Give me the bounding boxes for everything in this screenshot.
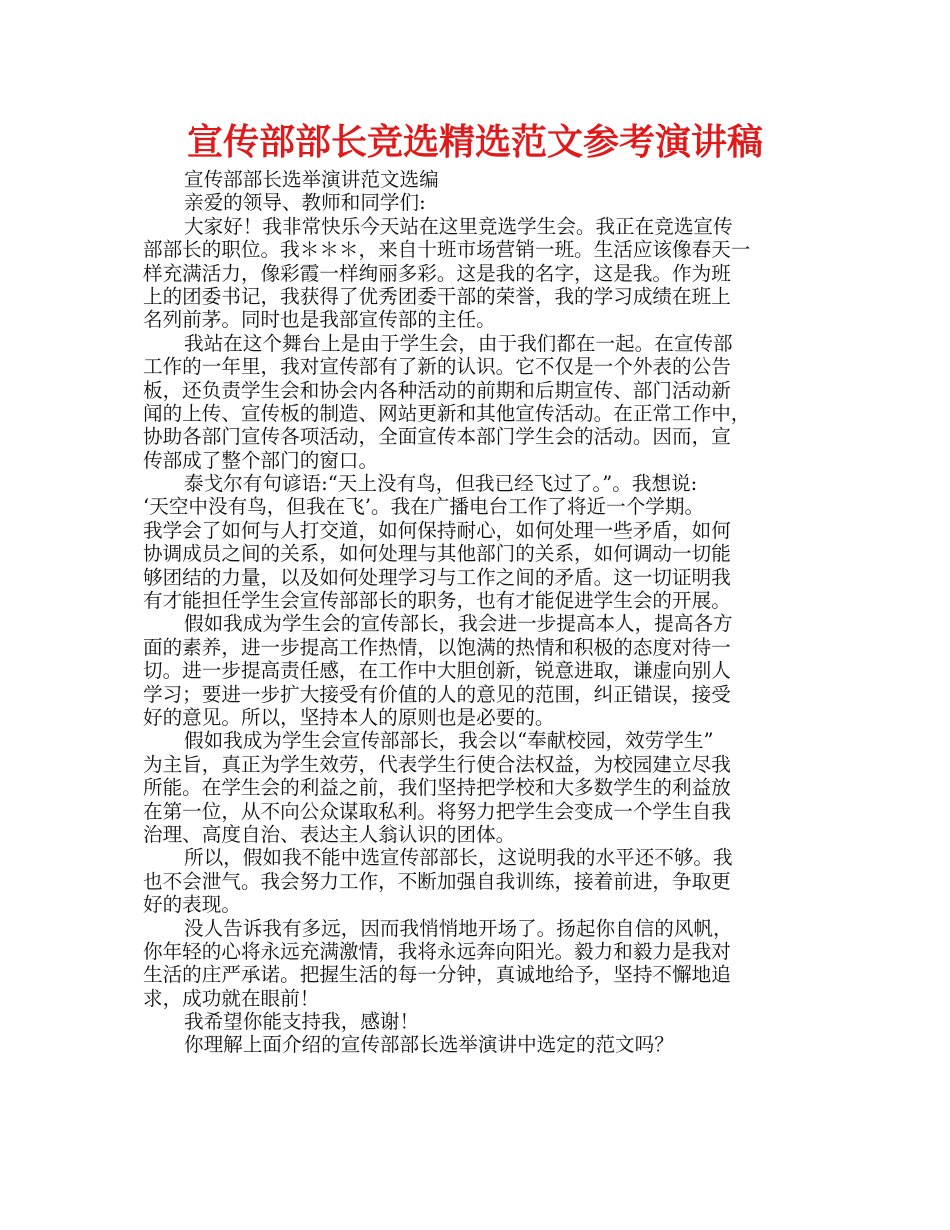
body-line: 部部长的职位。我＊＊＊，来自十班市场营销一班。生活应该像春天一 xyxy=(143,238,751,262)
body-line: 你理解上面介绍的宣传部部长选举演讲中选定的范文吗？ xyxy=(184,1033,674,1057)
body-line: 为主旨，真正为学生效劳，代表学生行使合法权益，为校园建立尽我 xyxy=(143,752,731,776)
document-body xyxy=(143,168,813,1057)
body-line: 大家好！我非常快乐今天站在这里竞选学生会。我正在竞选宣传 xyxy=(184,214,733,238)
document-title: 宣传部部长竞选精选范文参考演讲稿 xyxy=(186,122,763,163)
body-line: 我希望你能支持我，感谢！ xyxy=(184,1010,420,1034)
body-line: 生活的庄严承诺。把握生活的每一分钟，真诚地给予，坚持不懈地追 xyxy=(143,963,731,987)
body-line: 我站在这个舞台上是由于学生会，由于我们都在一起。在宣传部 xyxy=(184,331,733,355)
body-line: 所能。在学生会的利益之前，我们坚持把学校和大多数学生的利益放 xyxy=(143,776,731,800)
body-line: 在第一位，从不向公众谋取私利。将努力把学生会变成一个学生自我 xyxy=(143,799,731,823)
body-line: 协调成员之间的关系，如何处理与其他部门的关系，如何调动一切能 xyxy=(143,542,731,566)
body-line: 名列前茅。同时也是我部宣传部的主任。 xyxy=(143,308,496,332)
body-line: 亲爱的领导、教师和同学们: xyxy=(184,191,426,215)
body-line: 求，成功就在眼前！ xyxy=(143,986,320,1010)
body-line: 上的团委书记，我获得了优秀团委干部的荣誉，我的学习成绩在班上 xyxy=(143,284,731,308)
body-line: 有才能担任学生会宣传部部长的职务，也有才能促进学生会的开展。 xyxy=(143,589,731,613)
body-line: 闻的上传、宣传板的制造、网站更新和其他宣传活动。在正常工作中， xyxy=(143,401,751,425)
body-line: 好的意见。所以，坚持本人的原则也是必要的。 xyxy=(143,705,555,729)
body-line: 我学会了如何与人打交道，如何保持耐心，如何处理一些矛盾，如何 xyxy=(143,518,731,542)
body-line: 工作的一年里，我对宣传部有了新的认识。它不仅是一个外表的公告 xyxy=(143,355,731,379)
body-line: 样充满活力，像彩霞一样绚丽多彩。这是我的名字，这是我。作为班 xyxy=(143,261,731,285)
body-line: 学习；要进一步扩大接受有价值的人的意见的范围，纠正错误，接受 xyxy=(143,682,731,706)
body-line: 假如我成为学生会的宣传部长，我会进一步提高本人，提高各方 xyxy=(184,612,733,636)
body-line: 治理、高度自治、表达主人翁认识的团体。 xyxy=(143,822,516,846)
body-line: ‘天空中没有鸟，但我在飞’。我在广播电台工作了将近一个学期。 xyxy=(143,495,705,519)
body-line: 也不会泄气。我会努力工作，不断加强自我训练，接着前进，争取更 xyxy=(143,869,731,893)
body-line: 泰戈尔有句谚语:“天上没有鸟，但我已经飞过了。”。我想说: xyxy=(184,472,698,496)
body-line: 你年轻的心将永远充满激情，我将永远奔向阳光。毅力和毅力是我对 xyxy=(143,939,731,963)
body-line: 面的素养，进一步提高工作热情，以饱满的热情和积极的态度对待一 xyxy=(143,635,731,659)
body-line: 好的表现。 xyxy=(143,893,241,917)
body-line: 所以，假如我不能中选宣传部部长，这说明我的水平还不够。我 xyxy=(184,846,733,870)
body-line: 够团结的力量，以及如何处理学习与工作之间的矛盾。这一切证明我 xyxy=(143,565,731,589)
body-line: 假如我成为学生会宣传部部长，我会以“奉献校园，效劳学生” xyxy=(184,729,714,753)
body-line: 宣传部部长选举演讲范文选编 xyxy=(184,168,439,191)
body-line: 切。进一步提高责任感，在工作中大胆创新，锐意进取，谦虚向别人 xyxy=(143,659,731,683)
body-line: 板，还负责学生会和协会内各种活动的前期和后期宣传、部门活动新 xyxy=(143,378,731,402)
body-line: 没人告诉我有多远，因而我悄悄地开场了。扬起你自信的风帆， xyxy=(184,916,733,940)
body-line: 传部成了整个部门的窗口。 xyxy=(143,448,379,472)
body-line: 协助各部门宣传各项活动，全面宣传本部门学生会的活动。因而，宣 xyxy=(143,425,731,449)
